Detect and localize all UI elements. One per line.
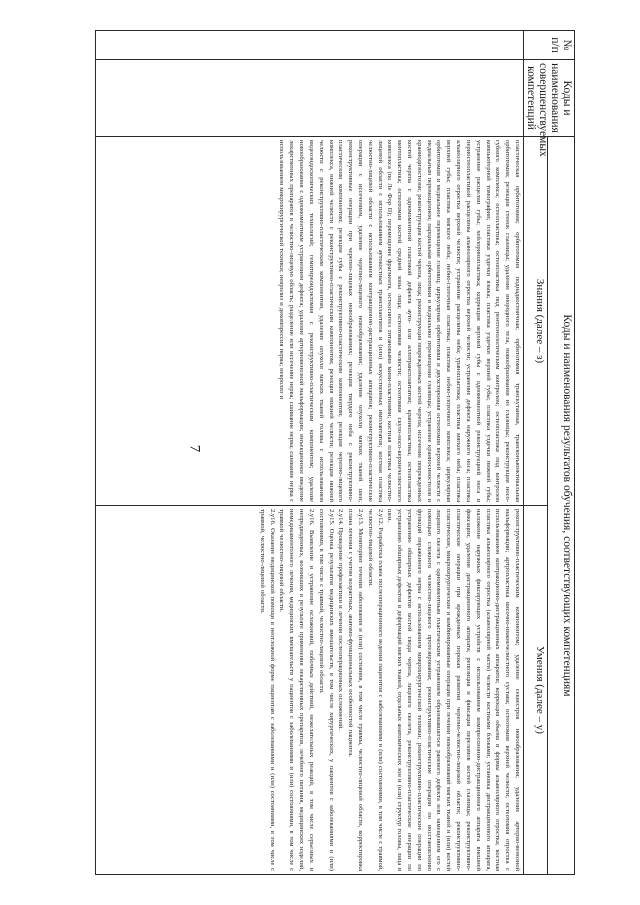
skill-item: 2.у12. Разработка плана послеоперационного ведения пациентов с заболеваниями и (или) состояниями, в том числе с травмой, челюстно-лицевой области. [366, 509, 384, 871]
skill-item: 2.у15. Оценка результатов медицинских вмешательств, в том числе хирургических, у пациентов с заболеваниями и (или) состояниями, в том числе с травмой, челюстно-лицевой области. [317, 509, 335, 871]
page-number: 7 [186, 444, 203, 453]
skill-item: 2.у13. Мониторинг течения заболевания и (или) состояния, в том числе травмы, челюстно-лицевой области, корректировка плана лечения с учетом возрастных, анатомо-функциональных особенностей пациента. [347, 509, 364, 871]
col-num-header: № п/п [524, 31, 575, 60]
knowledge-cell: пластическая орбитотомия; орбитотомия поднадкостничная; орбитотомия транскутанная, трансконъюнктивальная орбитотомия; резекция стенок глазницы; удаление инородного тела, новообразования из глазницы; реконструкция носо-губного комплекса; остеопластика; остеопластика под рентгенологическим контролем; остеопластика под контролем компьютерной томографии; пластика уздечки языка; пластика уздечки верхней губы; пластика уздечки нижней губы; устранение расщелин губы; хейлоринопластика; коррекция верхней губы с одномоментной реконструкцией носа и периостеопластикой расщелины альвеолярного отростка верхней челюсти; устранение дефекта наружного носа; пластика альвеолярного отростка верхней челюсти; устранение расщелины неба; уранопластика; пластика мягкого неба; пластика верхней губы; пластика мягкого неба; небно-глоточная пластика; пластика небно-глоточного комплекса; циркулярная орбитотомия и медиальное перемещение глазниц; циркулярная орбитотомия и двухсторонняя остеотомия верхней челюсти с медиальным перемещением; парциальная орбитотомия и медиальное перемещение глазницы; устранение краниосиностозов и краниодизостозов; реконструкция костей черепа, лица; реконструкция поврежденных костей черепа; иссечение поврежденных костей черепа с одномоментной пластикой дефекта ауто- или аллотрансплантатом; краниопластика; остеопластика ментопластика; остеотомия костей средней зоны лица; остеотомия челюсти; остеотомия скуло-носо-верхнечелюстного комплекса (по Ле Фор II); перемещение фрагмента, остеосинтез титановыми мини-пластинами; костная пластика челюстно-лицевой области с использованием аутокостных трансплантатов и (или) искусственных имплантатов; костная пластика челюстно-лицевой области с использованием контракционно-дистракционных аппаратов; реконструктивно-пластические операции с иссечением, удаление черепно-лицевого новообразования; удаление опухоли мягких тканей шеи; реконструктивные операции при черепно-лицевых новообразованиях; резекция твердого неба с реконструктивно-пластическим компонентом; резекция губы с реконструктивно-пластическим компонентом; резекция черепно-лицевого комплекса, нижней челюсти с реконструктивно-пластическим компонентом; резекция нижней челюсти; резекция нижней челюсти с реконструктивно-пластическим компонентом, удаление опухоли мягких тканей головы с использованием видеоэндоскопических технологий; гемитиреоидэктомия с реконструктивно-пластическим компонентом; удаление новообразования с одномоментным устранением дефекта; удаление артериовенозной мальформации; инъекционное введение лекарственных препаратов в челюстно-лицевую область; разделение или иссечение нерва; сшивание нерва; сшивание нерва с использованием микрохирургической техники; невролиз и декомпрессия нерва; невролиз и [96, 137, 524, 506]
col-skills-header: Умения (далее – у) [524, 506, 548, 875]
row-number-cell [96, 31, 524, 60]
skill-item: реконструктивно-пластическим компонентом; удаление секвестров новообразования; удаление артерио-венозной мальформации; артропластика височно-нижнечелюстного сустава; остеотомия верхней челюсти; остеотомия отростка с использованием контракционно-дистракционных аппаратов; коррекция объема и формы альвеолярного отростка; костная пластика альвеолярного отростка (альвеолярной части) челюсти костными блоками; установка дистракционного аппарата, наложение наружных фиксирующих устройств с использованием компрессионно-дистракционного аппарата внешней фиксации; удаление дистракционного аппарата; репозиция и фиксация переломов костей глазницы; реконструктивно-пластические операции при врожденных пороках развития черепно-челюстно-лицевой области; реконструктивно-пластические, микрохирургические и комбинированные операции при лечении новообразований мягких тканей и (или) костей лицевого скелета с одномоментным пластическим устранением образовавшегося раневого дефекта или замещением его с помощью сложного челюстно-лицевого протезирования; реконструктивно-пластические операции по восстановлению функций пораженного нерва с использованием микрохирургической техники; реконструктивно-пластические операции по устранению обширных дефектов костей свода черепа, лицевого скелета, реконструктивно-пластические операции по устранению обширных дефектов и деформаций мягких тканей, отдельных анатомических зон и (или) структур головы, лица и шеи. [386, 509, 521, 871]
skill-item: 2.у16. Выявление и устранение осложнений, побочных действий, нежелательных реакций, в том числе серьезных и непредвиденных, возникших в результате применения лекарственных препаратов, лечебного питания, медицинских изделий, немедикаментозного лечения, медицинских вмешательств у пациентов с заболеваниями и (или) состояниями, в том числе с травмой челюстно-лицевой области. [278, 509, 315, 871]
skill-item: 2.у16. Оказание медицинской помощи в неотложной форме пациентам с заболеваниями и (или) состояниями, в том числе с травмой, челюстно-лицевой области. [258, 509, 276, 871]
col-results-header: Коды и наименования результатов обучения, соответствующих компетенциям [547, 137, 574, 875]
col-code-header: Коды и наименования совершенствуемых компетенций [524, 60, 575, 137]
rotated-page [95, 30, 575, 875]
skills-cell [96, 506, 524, 875]
col-knowledge-header: Знания (далее – з) [524, 137, 548, 506]
competency-table [95, 30, 575, 875]
skill-item: 2.у14. Проведение профилактики и лечения послеоперационных осложнений. [337, 509, 345, 730]
row-code-cell [96, 60, 524, 137]
